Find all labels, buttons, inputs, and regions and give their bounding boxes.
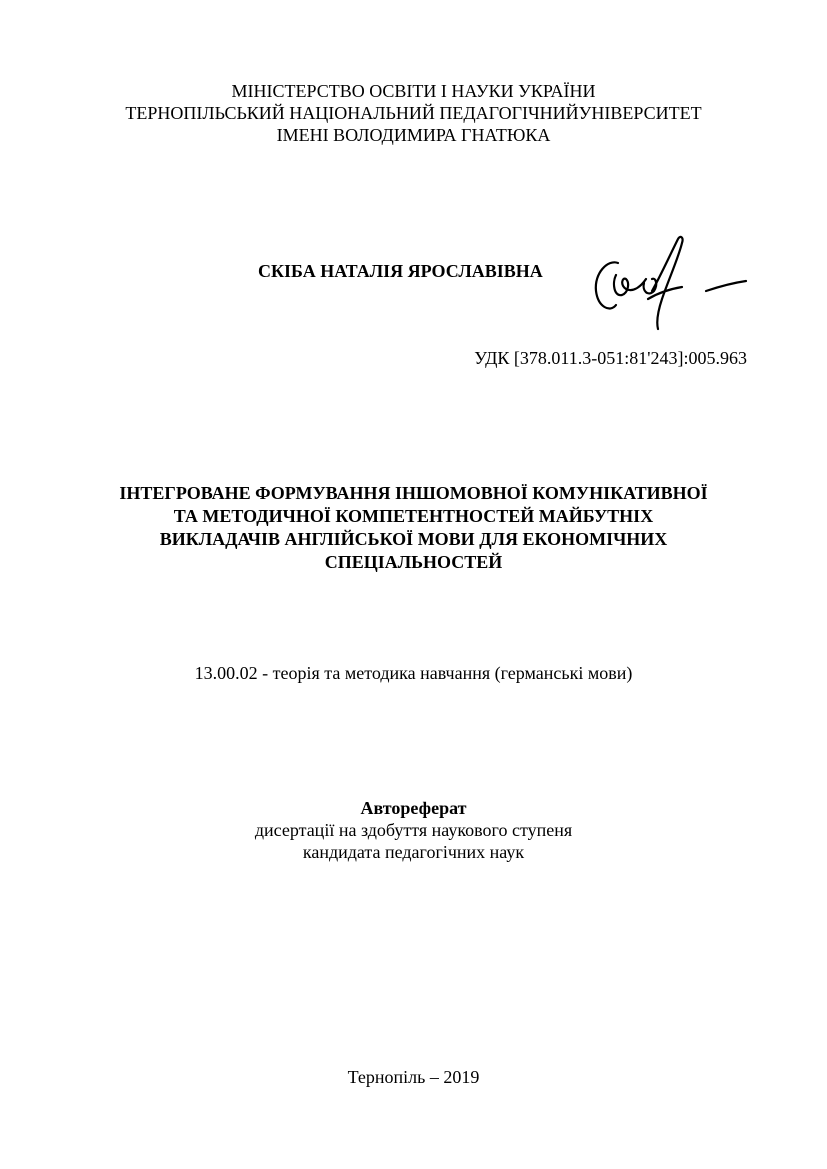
- title-line: СПЕЦІАЛЬНОСТЕЙ: [324, 552, 503, 572]
- university-name-line-1: ТЕРНОПІЛЬСЬКИЙ НАЦІОНАЛЬНИЙ ПЕДАГОГІЧНИЙУНІВЕРСИТЕТ: [125, 103, 702, 123]
- title-line: ІНТЕГРОВАНЕ ФОРМУВАННЯ ІНШОМОВНОЇ КОМУНІКАТИВНОЇ: [119, 483, 708, 503]
- place-and-year: Тернопіль – 2019: [347, 1067, 480, 1087]
- abstract-line-2: кандидата педагогічних наук: [302, 842, 525, 862]
- title-line: ТА МЕТОДИЧНОЇ КОМПЕТЕНТНОСТЕЙ МАЙБУТНІХ: [173, 506, 654, 526]
- university-name-line-2: ІМЕНІ ВОЛОДИМИРА ГНАТЮКА: [276, 125, 551, 145]
- ministry-name: МІНІСТЕРСТВО ОСВІТИ І НАУКИ УКРАЇНИ: [231, 81, 596, 101]
- dissertation-title: [0, 482, 827, 574]
- signature-image: [586, 233, 756, 333]
- abstract-heading: Автореферат: [360, 798, 467, 818]
- title-line: ВИКЛАДАЧІВ АНГЛІЙСЬКОЇ МОВИ ДЛЯ ЕКОНОМІЧНИХ: [159, 529, 668, 549]
- abstract-line-1: дисертації на здобуття наукового ступеня: [254, 820, 573, 840]
- author-name: СКІБА НАТАЛІЯ ЯРОСЛАВІВНА: [258, 261, 543, 281]
- institution-header: [0, 80, 827, 146]
- abstract-description: [0, 797, 827, 863]
- udk-code: УДК [378.011.3-051:81'243]:005.963: [474, 348, 747, 368]
- specialty-code: 13.00.02 - теорія та методика навчання (германські мови): [194, 663, 633, 683]
